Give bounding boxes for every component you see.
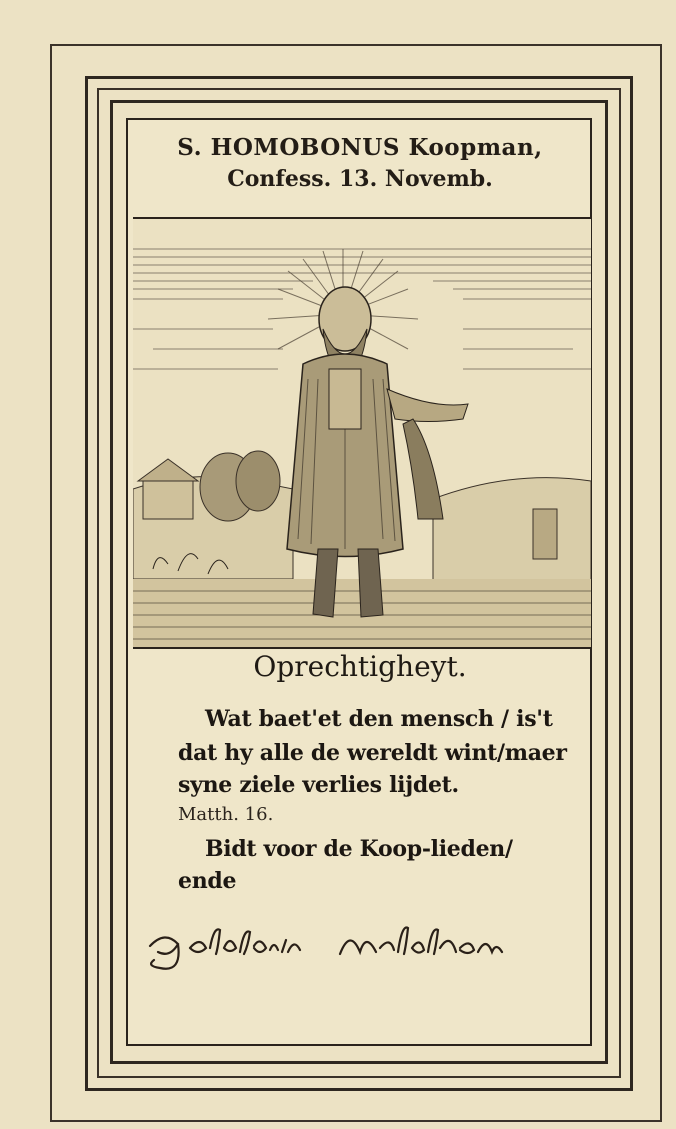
verse-line-3: syne ziele verlies lijdet.: [178, 772, 459, 798]
feast-date-subtitle: Confess. 13. Novemb.: [227, 166, 493, 192]
motto-heading: Oprechtigheyt.: [253, 650, 467, 683]
verse-line-2: dat hy alle de wereldt wint/maer: [178, 740, 567, 766]
handwritten-signature: [140, 918, 580, 988]
saint-name-title: S. HOMOBONUS Koopman,: [177, 134, 543, 161]
prayer-line-1: Bidt voor de Koop-lieden/: [205, 836, 513, 862]
verse-line-1: Wat baet'et den mensch / is't: [205, 706, 553, 732]
scripture-reference: Matth. 16.: [178, 804, 274, 825]
prayer-line-2: ende: [178, 868, 237, 894]
engraving-image: [133, 217, 591, 649]
